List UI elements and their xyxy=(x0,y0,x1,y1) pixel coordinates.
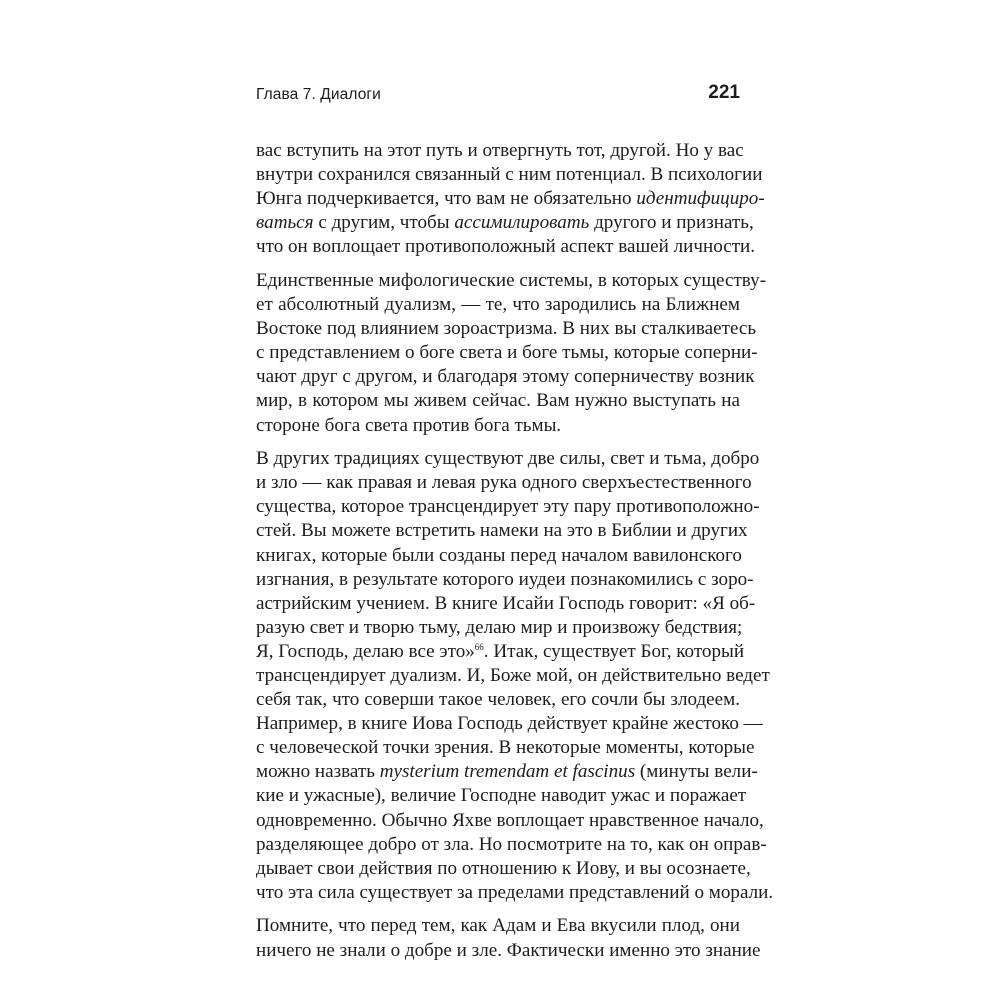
text-line: трансцендирует дуализм. И, Боже мой, он действительно ведет xyxy=(256,664,770,686)
text-line xyxy=(256,640,745,664)
italic-term: идентифициро- xyxy=(636,188,765,210)
text-line: что он воплощает противоположный аспект вашей личности. xyxy=(256,236,756,258)
text-span: . Итак, существует Бог, который xyxy=(483,640,745,662)
page-number: 221 xyxy=(708,82,740,103)
text-line: внутри сохранился связанный с ним потенциал. В психологии xyxy=(256,164,763,186)
text-line xyxy=(256,187,765,211)
text-line: ет абсолютный дуализм, — те, что зародились на Ближнем xyxy=(256,294,740,316)
text-line: стей. Вы можете встретить намеки на это в Библии и других xyxy=(256,520,748,542)
text-line: изгнания, в результате которого иудеи познакомились с зоро- xyxy=(256,568,754,590)
text-line: с человеческой точки зрения. В некоторые моменты, которые xyxy=(256,737,755,759)
paragraph xyxy=(256,139,765,259)
text-line: книгах, которые были созданы перед началом вавилонского xyxy=(256,544,742,566)
text-span: Юнга подчеркивается, что вам не обязательно xyxy=(256,188,637,210)
text-line: себя так, что соверши такое человек, его сочли бы злодеем. xyxy=(256,689,740,711)
text-line xyxy=(256,760,758,784)
text-span: (минуты вели- xyxy=(635,761,758,783)
text-span: можно назвать xyxy=(256,761,380,783)
text-line: стороне бога света против бога тьмы. xyxy=(256,414,562,436)
text-line: Например, в книге Иова Господь действует крайне жестоко — xyxy=(256,713,763,735)
paragraph xyxy=(256,447,774,905)
text-span: с другим, чтобы xyxy=(313,212,455,234)
text-line: разую свет и творю тьму, делаю мир и произвожу бедствия; xyxy=(256,616,743,638)
running-header xyxy=(256,82,740,110)
footnote-ref: 66 xyxy=(474,641,484,652)
text-line: вас вступить на этот путь и отвергнуть тот, другой. Но у вас xyxy=(256,140,744,161)
text-line: и зло — как правая и левая рука одного сверхъестественного xyxy=(256,472,752,494)
text-line xyxy=(256,211,754,235)
text-span: Я, Господь, делаю все это» xyxy=(256,640,475,662)
paragraph xyxy=(256,269,767,438)
text-line: В других традициях существуют две силы, свет и тьма, добро xyxy=(256,448,760,470)
paragraph xyxy=(256,914,761,962)
text-line: Единственные мифологические системы, в которых существу- xyxy=(256,269,767,291)
text-line: существа, которое трансцендирует эту пару противоположно- xyxy=(256,496,760,518)
text-line: мир, в котором мы живем сейчас. Вам нужно выступать на xyxy=(256,390,740,412)
text-line: Востоке под влиянием зороастризма. В них вы сталкиваетесь xyxy=(256,318,757,340)
italic-term: ваться xyxy=(256,212,314,234)
text-line: одновременно. Обычно Яхве воплощает нравственное начало, xyxy=(256,809,764,831)
body-text xyxy=(256,139,774,963)
italic-term: ассимилировать xyxy=(454,212,590,234)
text-line: Помните, что перед тем, как Адам и Ева вкусили плод, они xyxy=(256,915,740,937)
text-line: с представлением о боге света и боге тьмы, которые соперни- xyxy=(256,342,758,364)
text-line: дывает свои действия по отношению к Иову, и вы осознаете, xyxy=(256,857,751,879)
text-line: что эта сила существует за пределами представлений о морали. xyxy=(256,881,774,903)
text-line: кие и ужасные), величие Господне наводит ужас и поражает xyxy=(256,785,747,807)
chapter-title: Глава 7. Диалоги xyxy=(256,86,381,103)
text-line: разделяющее добро от зла. Но посмотрите на то, как он оправ- xyxy=(256,833,767,855)
text-span: другого и признать, xyxy=(589,212,754,234)
text-line: чают друг с другом, и благодаря этому соперничеству возник xyxy=(256,366,755,388)
text-line: ничего не знали о добре и зле. Фактически именно это знание xyxy=(256,939,761,961)
text-line: астрийским учением. В книге Исайи Господь говорит: «Я об- xyxy=(256,592,756,614)
italic-term: mysterium tremendam et fascinus xyxy=(379,761,636,783)
